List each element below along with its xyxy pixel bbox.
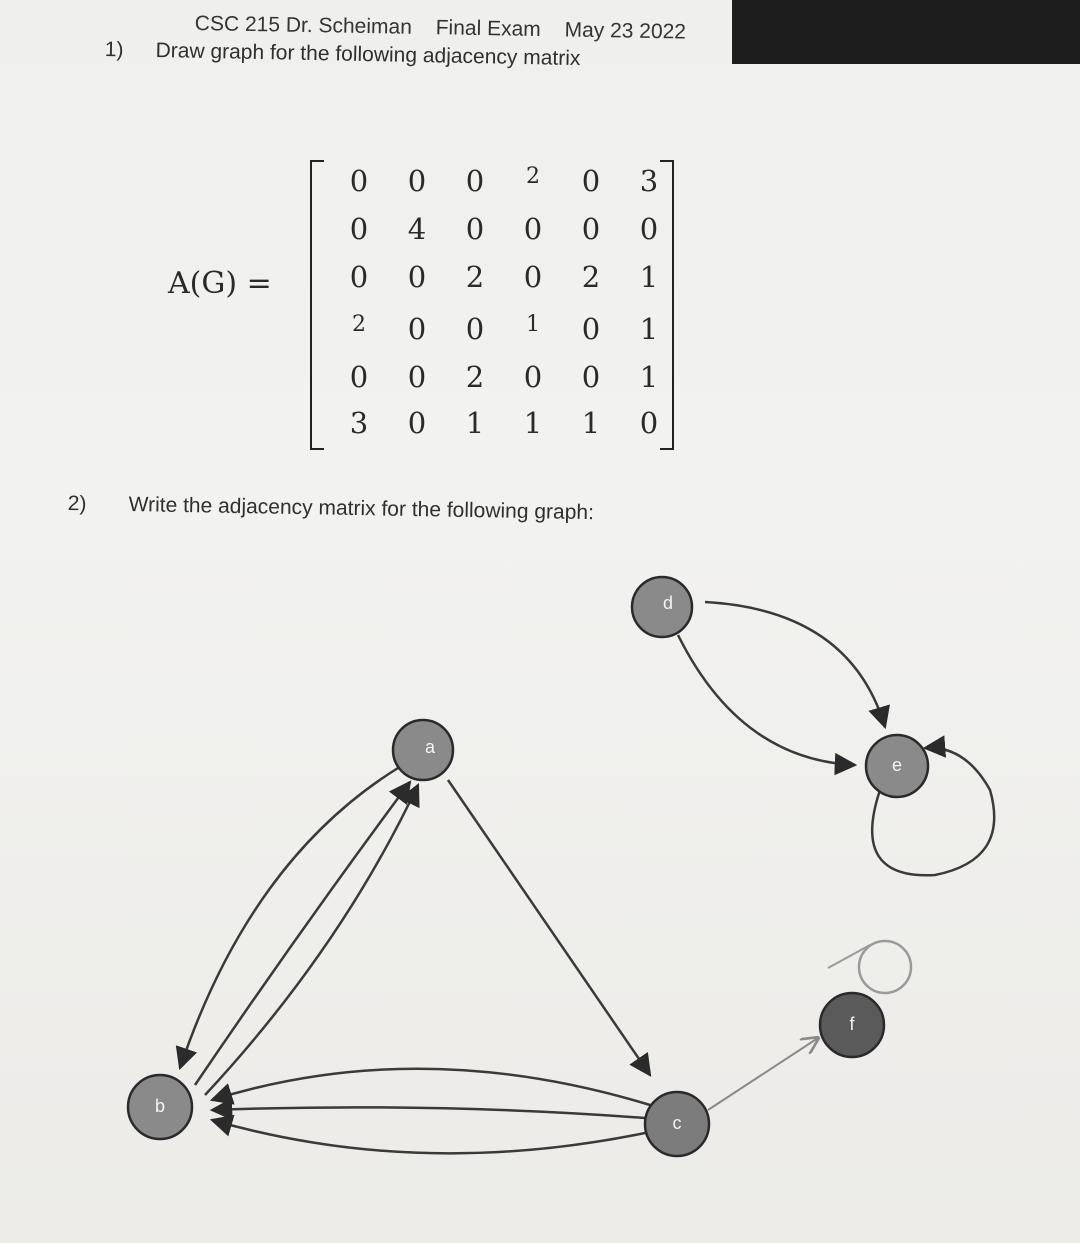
matrix-cell: 0 (407, 164, 427, 198)
f-loop-arrow-sketch (828, 945, 870, 968)
question-1-number: 1) (104, 38, 124, 62)
node-d-label: d (662, 592, 674, 613)
question-2-text: Write the adjacency matrix for the following graph: (128, 493, 595, 525)
matrix-cell: 2 (352, 312, 366, 337)
node-c-label: c (672, 1112, 682, 1133)
node-a-label: a (424, 736, 436, 757)
matrix-cell: 0 (639, 406, 659, 440)
matrix-cell: 0 (407, 312, 427, 346)
matrix-cell: 0 (465, 212, 485, 246)
matrix-cell: 4 (407, 212, 427, 246)
matrix-cell: 1 (639, 260, 659, 294)
node-f-label: f (849, 1013, 855, 1034)
edge-a-c (448, 780, 650, 1075)
matrix-cell: 0 (523, 212, 543, 246)
matrix-cell: 0 (465, 164, 485, 198)
node-b-label: b (154, 1095, 166, 1116)
matrix-cell: 0 (523, 360, 543, 394)
matrix-cell: 1 (639, 312, 659, 346)
matrix-cell: 3 (639, 164, 659, 198)
matrix-cell: 0 (581, 360, 601, 394)
matrix-cell: 0 (639, 212, 659, 246)
node-f (820, 993, 884, 1057)
node-c (645, 1092, 709, 1156)
edge-c-f (708, 1038, 818, 1110)
node-a (393, 720, 453, 780)
matrix-cell: 0 (523, 260, 543, 294)
node-e-label: e (891, 754, 903, 775)
matrix-cell: 1 (523, 406, 543, 440)
edge-d-e-lower (678, 635, 855, 765)
matrix-cell: 0 (349, 260, 369, 294)
question-1-text: Draw graph for the following adjacency matrix (155, 38, 581, 71)
matrix-cell: 0 (349, 164, 369, 198)
matrix-cell: 0 (581, 212, 601, 246)
edge-c-b-top (212, 1069, 650, 1105)
matrix-cell: 1 (581, 406, 601, 440)
question-2-number: 2) (67, 492, 87, 516)
node-d (632, 577, 692, 637)
matrix-cell: 0 (407, 360, 427, 394)
edge-c-b-bottom (212, 1120, 650, 1153)
matrix-cell: 0 (407, 406, 427, 440)
node-b (128, 1075, 192, 1139)
matrix-cell: 0 (349, 212, 369, 246)
exam-date: May 23 2022 (564, 18, 687, 44)
matrix-cell: 1 (465, 406, 485, 440)
matrix-cell: 3 (349, 406, 369, 440)
matrix-cell: 0 (581, 164, 601, 198)
matrix-cell: 1 (526, 312, 540, 337)
edge-c-b-middle (212, 1107, 645, 1118)
matrix-cell: 2 (526, 164, 540, 189)
course-title: CSC 215 Dr. Scheiman (194, 12, 413, 39)
node-e (866, 735, 928, 797)
matrix-cell: 0 (581, 312, 601, 346)
matrix-cell: 0 (465, 312, 485, 346)
matrix-cell: 2 (465, 360, 485, 394)
f-self-loop-sketch (859, 941, 911, 993)
matrix-cell: 0 (349, 360, 369, 394)
matrix-cell: 0 (407, 260, 427, 294)
matrix-cell: 2 (465, 260, 485, 294)
edge-d-e-upper (705, 602, 885, 727)
matrix-cell: 1 (639, 360, 659, 394)
exam-name: Final Exam (435, 16, 541, 42)
matrix-label: A(G) = (168, 266, 272, 301)
edge-a-b-outer (180, 768, 398, 1068)
edge-b-a-1 (195, 782, 410, 1085)
matrix-cell: 2 (581, 260, 601, 294)
